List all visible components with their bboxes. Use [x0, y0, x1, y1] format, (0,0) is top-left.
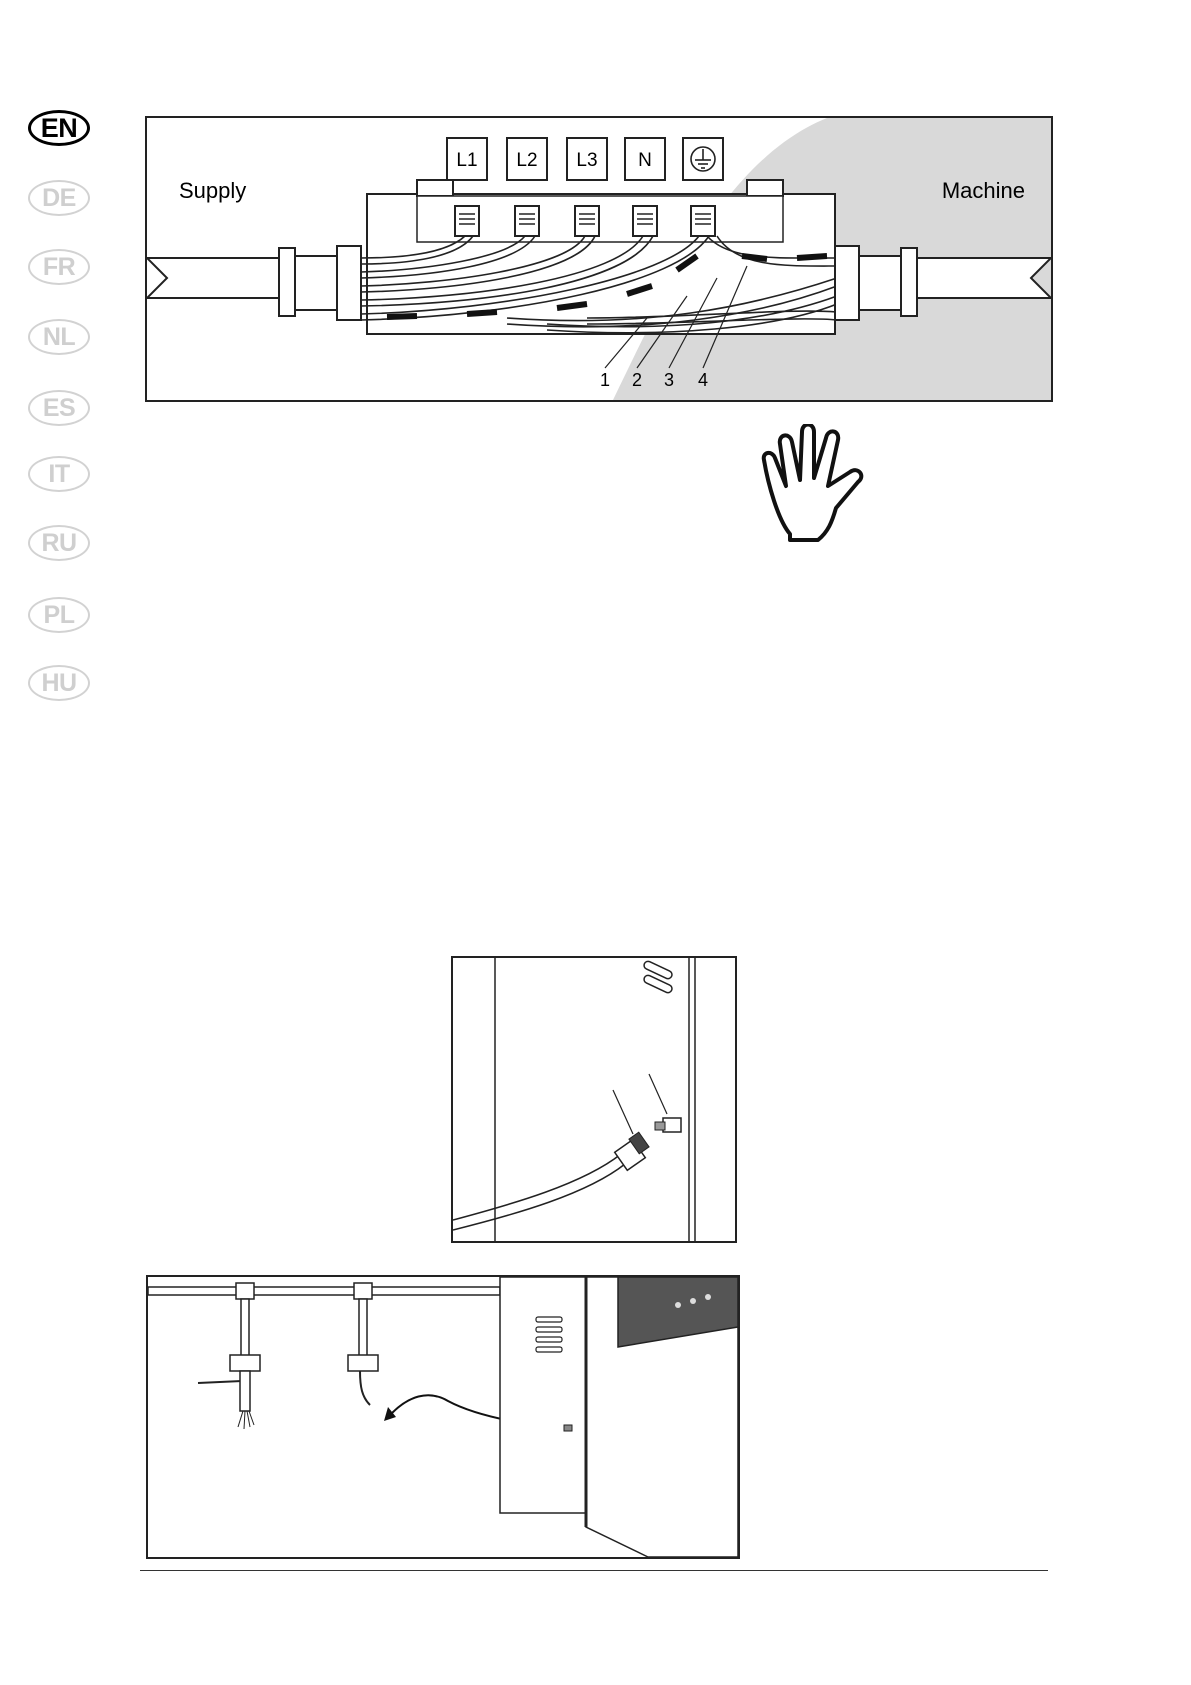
supply-pipe — [148, 1287, 500, 1295]
wire-number-2: 2 — [631, 370, 643, 390]
lang-badge-nl[interactable]: NL — [28, 319, 90, 355]
wire-number-3: 3 — [663, 370, 675, 390]
machine-label: Machine — [941, 178, 1025, 203]
terminal-label-l2: L2 — [516, 150, 538, 171]
footer-divider — [140, 1570, 1048, 1571]
installation-overview-figure — [146, 1275, 740, 1559]
lang-badge-pl[interactable]: PL — [28, 597, 90, 633]
lang-badge-hu[interactable]: HU — [28, 665, 90, 701]
machine-gland-flange — [835, 246, 859, 320]
language-sidebar — [28, 110, 94, 710]
socket-connector — [655, 1118, 681, 1132]
socket-closeup-figure — [451, 956, 737, 1243]
terminal-label-l3: L3 — [576, 150, 598, 171]
machine-side-panel — [500, 1277, 586, 1513]
lang-badge-de[interactable]: DE — [28, 180, 90, 216]
lang-badge-ru[interactable]: RU — [28, 525, 90, 561]
wiring-diagram-figure — [145, 116, 1053, 402]
wire-number-4: 4 — [697, 370, 709, 390]
installation-overview-drawing — [148, 1277, 738, 1557]
socket-closeup-drawing — [453, 958, 735, 1241]
machine-gland-body — [859, 256, 901, 310]
supply-label: Supply — [179, 178, 247, 203]
wall-bracket-left — [230, 1355, 260, 1371]
wiring-diagram-drawing — [147, 118, 1051, 400]
wire-number-1: 1 — [599, 370, 611, 390]
lang-badge-it[interactable]: IT — [28, 456, 90, 492]
terminal-label-n: N — [638, 150, 652, 171]
supply-gland-flange — [337, 246, 361, 320]
lang-badge-en[interactable]: EN — [28, 110, 90, 146]
machine-cable — [917, 258, 1051, 298]
lang-badge-es[interactable]: ES — [28, 390, 90, 426]
lang-badge-fr[interactable]: FR — [28, 249, 90, 285]
machine-gland-nut — [901, 248, 917, 316]
supply-gland-body — [295, 256, 337, 310]
stop-hand-icon — [758, 424, 888, 554]
wall-bracket-right — [348, 1355, 378, 1371]
supply-gland-nut — [279, 248, 295, 316]
terminal-label-l1: L1 — [456, 150, 478, 171]
cable-plug — [615, 1132, 649, 1170]
